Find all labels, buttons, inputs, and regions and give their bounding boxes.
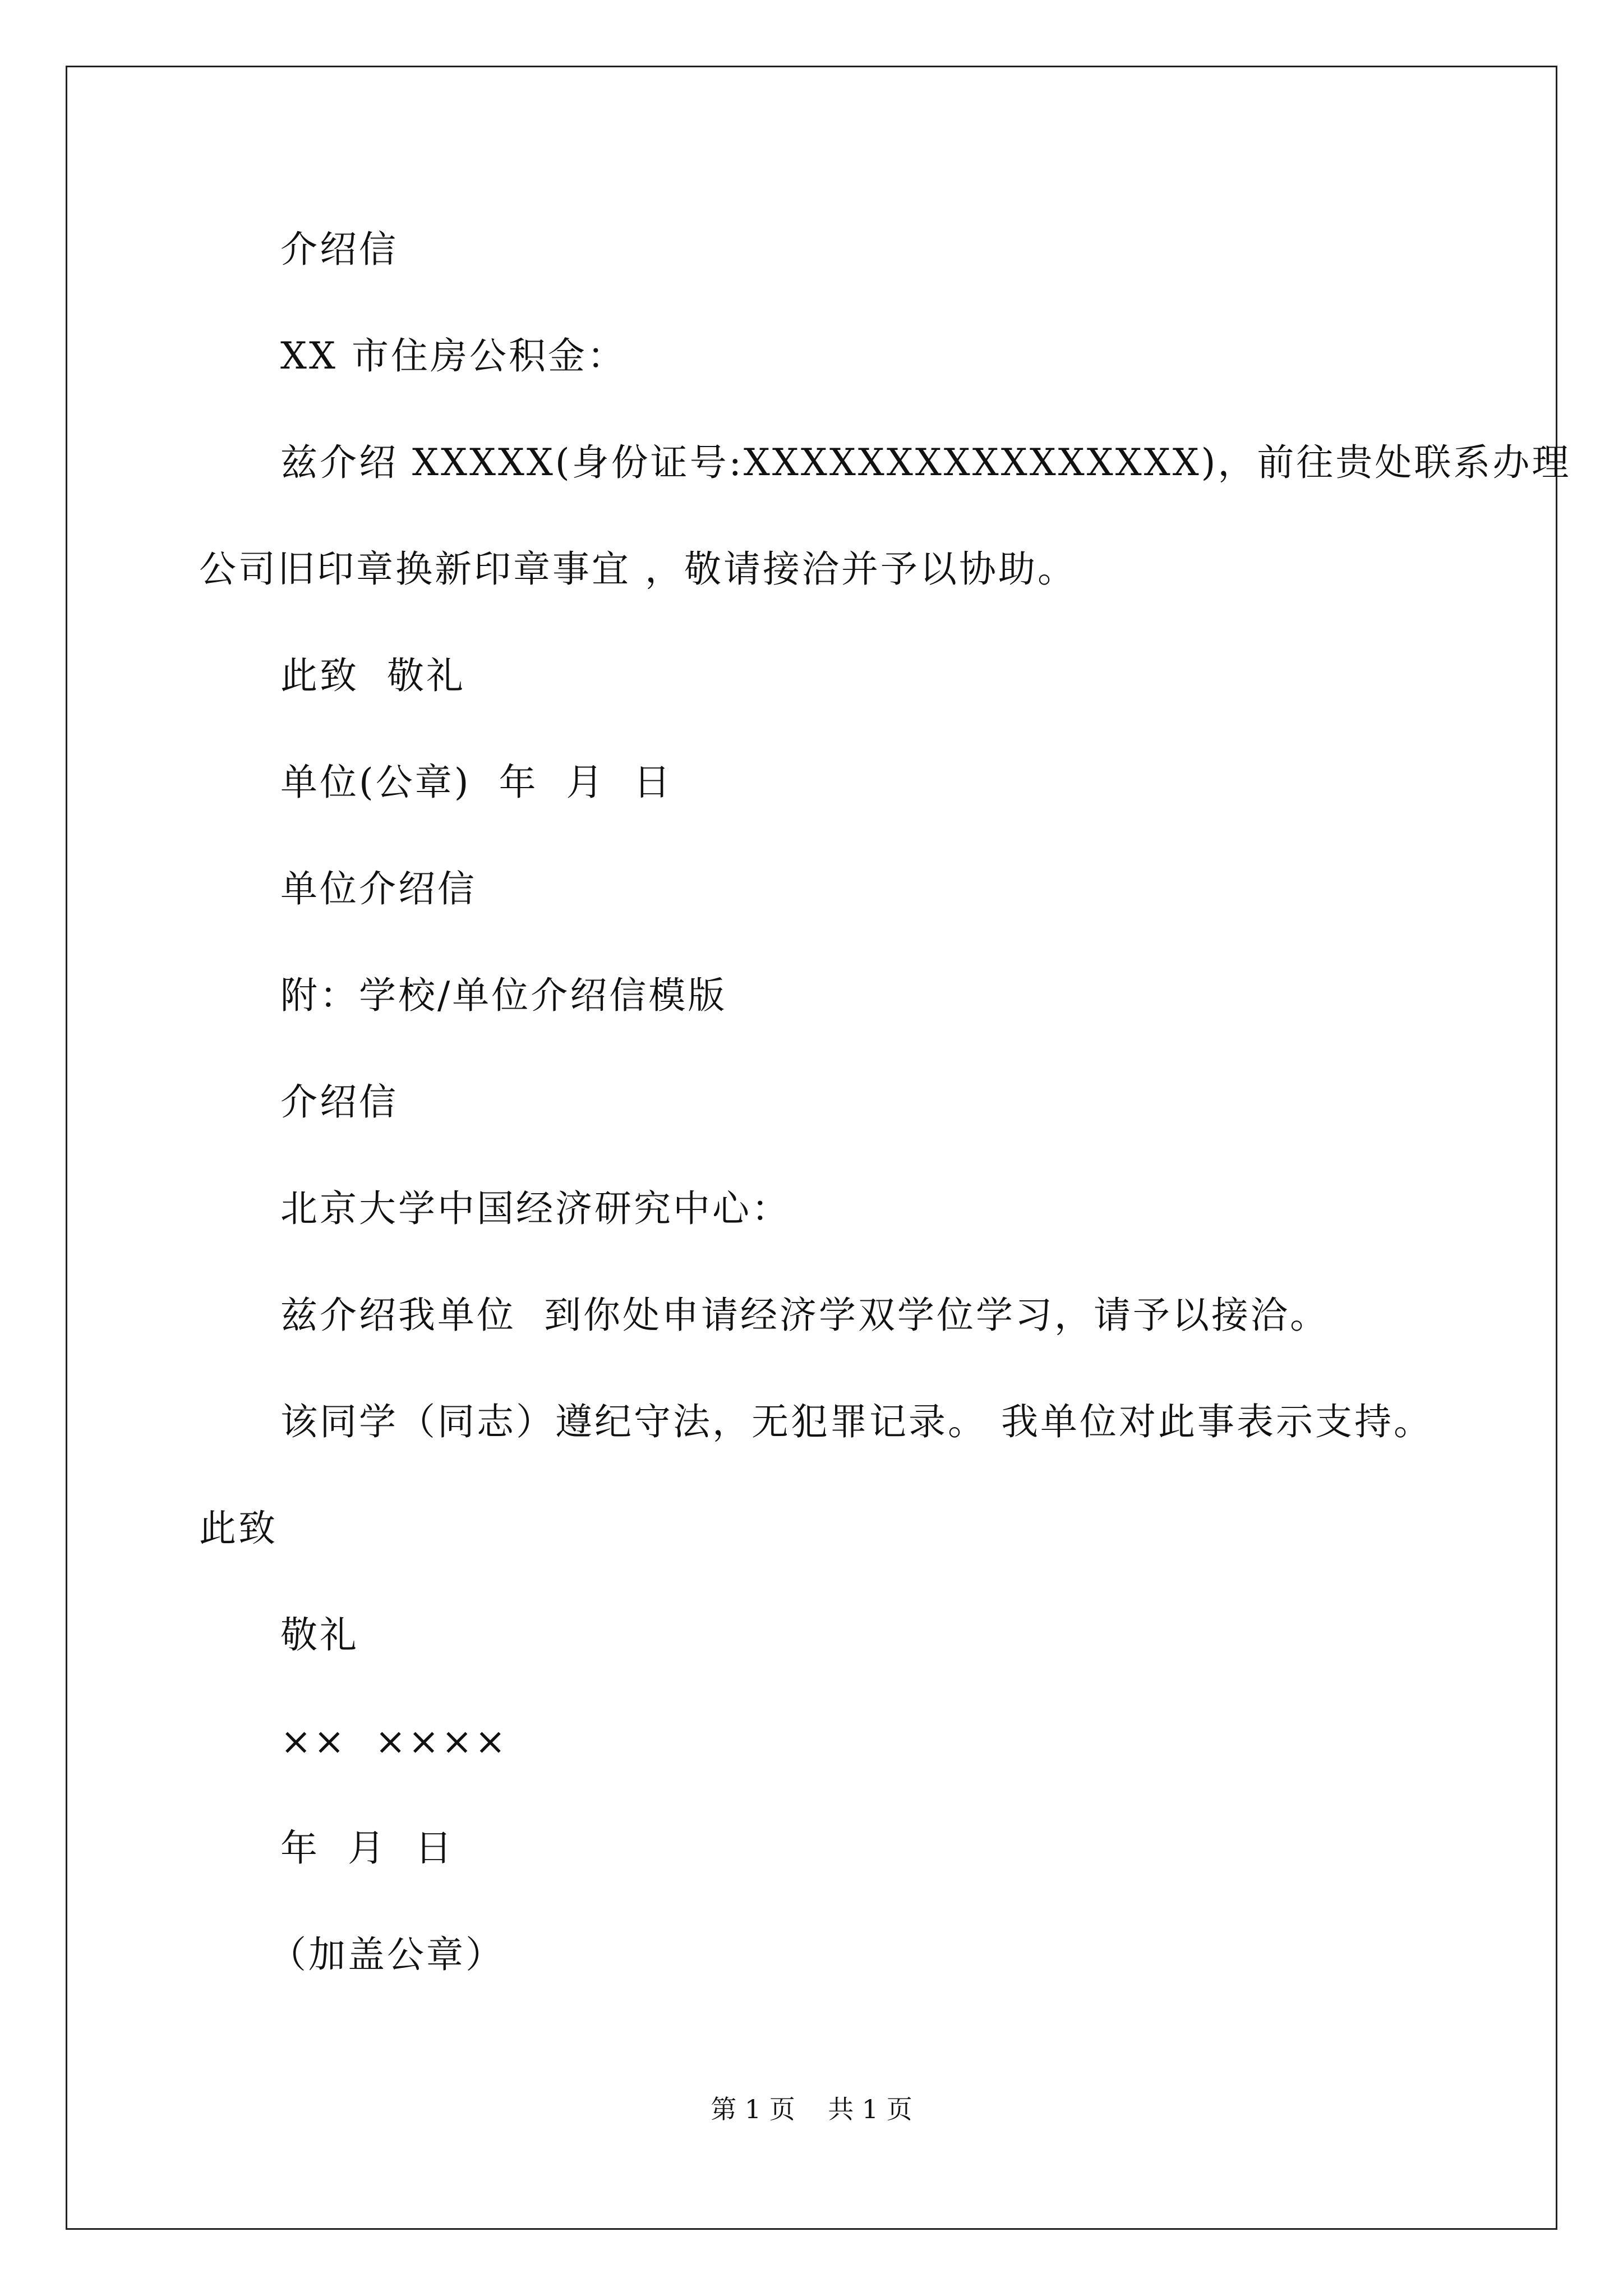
recipient-line: XX 市住房公积金：: [280, 334, 626, 378]
section-heading: 单位介绍信: [280, 867, 477, 910]
seal-note: （加盖公章）: [269, 1933, 505, 1976]
closing-line: 此致 敬礼: [280, 654, 465, 697]
body-line: 兹介绍 XXXXX(身份证号:XXXXXXXXXXXXXXXX)，前往贵处联系办理: [280, 441, 1571, 484]
body-line-continued: 公司旧印章换新印章事宜 ，敬请接洽并予以协助。: [199, 547, 1077, 591]
letter-title: 介绍信: [280, 228, 398, 271]
date-line: 年 月 日: [280, 1826, 454, 1870]
attachment-line: 附：学校/单位介绍信模版: [280, 974, 727, 1017]
body-line: 兹介绍我单位 到你处申请经济学双学位学习，请予以接洽。: [280, 1294, 1329, 1337]
page-border: [66, 66, 1557, 2230]
closing-line: 此致: [199, 1507, 278, 1550]
signature-line: ×× ××××: [280, 1720, 508, 1763]
page-footer: 第 1 页 共 1 页: [711, 2094, 912, 2124]
letter-title: 介绍信: [280, 1080, 398, 1124]
recipient-line: 北京大学中国经济研究中心：: [280, 1187, 791, 1230]
closing-salute: 敬礼: [280, 1613, 359, 1657]
body-line: 该同学（同志）遵纪守法，无犯罪记录。 我单位对此事表示支持。: [280, 1400, 1433, 1443]
seal-date-line: 单位(公章) 年 月 日: [280, 761, 673, 804]
